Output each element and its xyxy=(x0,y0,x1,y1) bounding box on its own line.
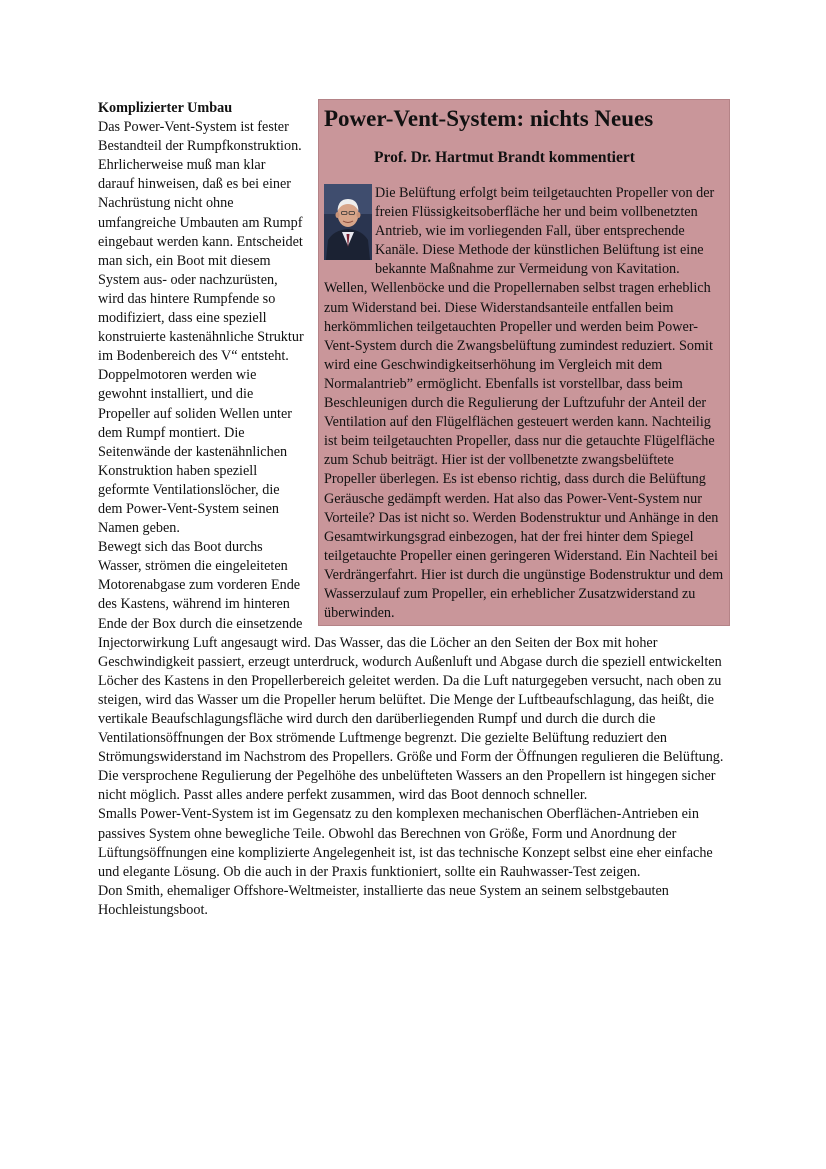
article-paragraph: Smalls Power-Vent-System ist im Gegensatz zu den komplexen mechanischen Oberflächen-Antrieben ein passives System ohne bewegliche Teile. Obwohl das Berechnen von Größe, Form und Anordnung der Lüftungsöffnungen eine komplizierte Angelegenheit ist, ist das technische Konzept selbst eine eher einfache und elegante Lösung. Ob die auch in der Praxis funktioniert, sollte ein Rauhwasser-Test zeigen. xyxy=(98,806,713,880)
commentary-box xyxy=(318,99,730,626)
article-paragraph: Das Power-Vent-System ist fester Bestandteil der Rumpfkonstruktion. Ehrlicherweise muß man klar darauf hinweisen, daß es bei einer Nachrüstung nicht ohne umfangreiche Umbauten am Rumpf eingebaut werden kann. Entscheidet man sich, ein Boot mit diesem System aus- oder nachzurüsten, wird das hintere Rumpfende so modifiziert, dass eine speziell konstruierte kastenähnliche Struktur im Bodenbereich des V“ entsteht. Doppelmotoren werden wie gewohnt installiert, und die Propeller auf soliden Wellen unter dem Rumpf montiert. Die Seitenwände der kastenähnlichen Konstruktion haben speziell geformte Ventilationslöcher, die dem Power-Vent-System seinen Namen geben. xyxy=(98,119,304,537)
page-content xyxy=(98,99,730,920)
commentary-byline: Prof. Dr. Hartmut Brandt kommentiert xyxy=(374,149,635,166)
article-paragraph: Bewegt sich das Boot durchs Wasser, strömen die eingeleiteten Motorenabgase zum vorderen Ende des Kastens, während im hinteren Ende der Box durch die einsetzende Injectorwirkung Luft angesaugt wird. Das Wasser, das die Löcher an den Seiten der Box mit hoher Geschwindigkeit passiert, erzeugt unterdruck, wodurch Außenluft und Abgase durch die speziell entwickelten Löcher des Kastens in den Propellerbereich geleitet werden. Da die Luft naturgegeben versucht, nach oben zu steigen, wird das Wasser um die Propeller herum belüftet. Die Menge der Luftbeaufschlagung, das heißt, die vertikale Beaufschlagungsfläche wird durch den darüberliegenden Rumpf und durch die durch die Ventilationsöffnungen der Box strömende Luftmenge begrenzt. Die gezielte Belüftung reduziert den Strömungswiderstand im Nachstrom des Propellers. Größe und Form der Öffnungen regulieren die Belüftung. Die versprochene Regulierung der Pegelhöhe des unbelüfteten Wassers an den Propellern ist hingegen sicher nicht möglich. Passt alles andere perfekt zusammen, wird das Boot dennoch schneller. xyxy=(98,539,724,804)
article-heading: Komplizierter Umbau xyxy=(98,100,233,116)
author-portrait xyxy=(324,184,372,260)
commentary-body xyxy=(324,184,726,623)
commentary-text: Die Belüftung erfolgt beim teilgetauchten Propeller von der freien Flüssigkeitsoberfläche her und beim vollbenetzten Antrieb, wie im vorliegenden Fall, über entsprechende Kanäle. Diese Methode der künstlichen Belüftung ist eine bekannte Maßnahme zur Vermeidung von Kavitation. Wellen, Wellenböcke und die Propellernaben selbst tragen erheblich zum Widerstand bei. Diese Widerstandsanteile entfallen beim herkömmlichen teilgetauchten Propeller und werden beim Power-Vent-System durch die Zwangsbelüftung zumindest reduziert. Somit wird eine Geschwindigkeitserhöhung im Vergleich mit dem Normalantrieb” ermöglicht. Ebenfalls ist vorstellbar, dass beim Beschleunigen durch die Regulierung der Luftzufuhr der Anteil der Ventilation auf den Flügelflächen gesteuert werden kann. Nachteilig ist beim teilgetauchten Propeller, dass nur die getauchte Flügelfläche zum Schub beiträgt. Hier ist der vollbenetzte zwangsbelüftete Propeller überlegen. Es ist ebenso richtig, dass durch die Belüftung Geräusche gedämpft werden. Hat also das Power-Vent-System nur Vorteile? Das ist nicht so. Werden Bodenstruktur und Anhänge in den Gesamtwirkungsgrad einbezogen, hat der frei hinter dem Spiegel teilgetauchte Propeller einen geringeren Widerstand. Ein Nachteil bei Verdrängerfahrt. Hier ist durch die ungünstige Bodenstruktur und dem Wasserzulauf zum Propeller, ein erheblicher Zusatzwiderstand zu überwinden. xyxy=(324,185,724,622)
commentary-title: Power-Vent-System: nichts Neues xyxy=(324,106,654,131)
article-paragraph: Don Smith, ehemaliger Offshore-Weltmeister, installierte das neue System an seinem selbstgebauten Hochleistungsboot. xyxy=(98,882,669,918)
